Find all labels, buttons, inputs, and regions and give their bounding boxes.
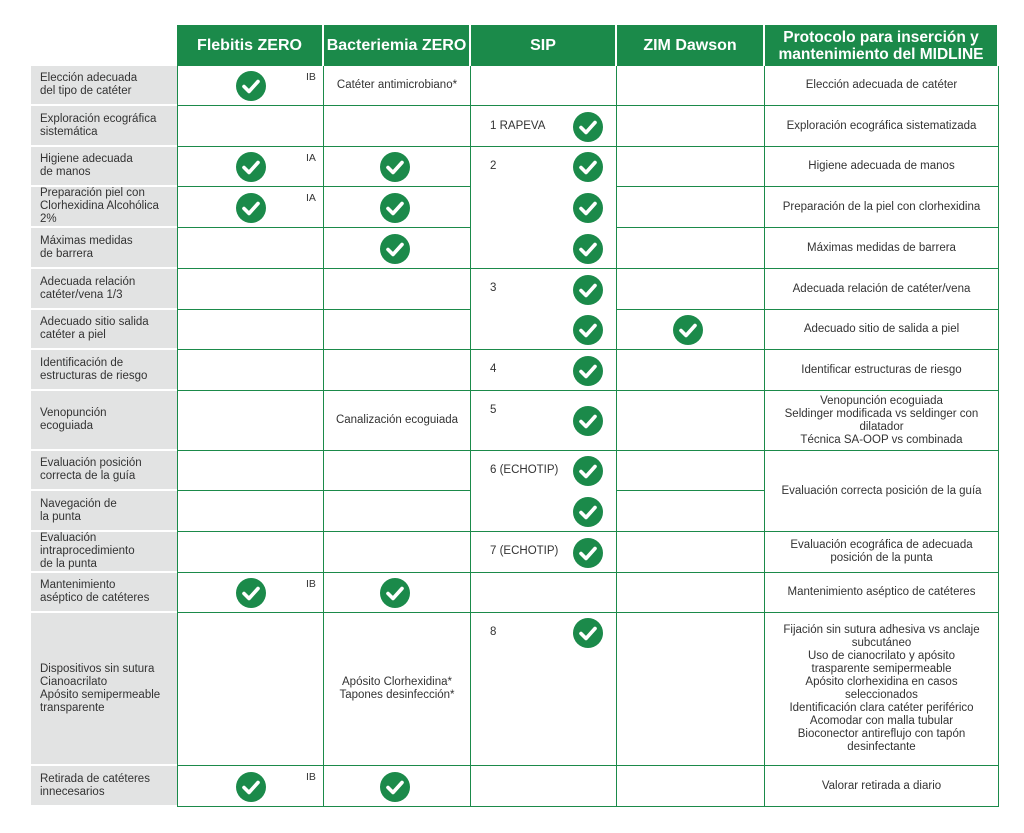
zim-cell	[617, 269, 765, 310]
protocol-cell: Evaluación correcta posición de la guía	[765, 451, 999, 532]
evidence-level-note: IA	[306, 152, 316, 164]
flebitis-check-icon	[236, 772, 266, 802]
flebitis-cell	[177, 350, 324, 391]
protocol-cell: Elección adecuada de catéter	[765, 66, 999, 106]
flebitis-cell	[177, 310, 324, 350]
bacteriemia-check-icon	[380, 234, 410, 264]
flebitis-cell	[177, 391, 324, 451]
zim-cell	[617, 766, 765, 807]
zim-cell	[617, 491, 765, 532]
bacteriemia-cell	[324, 310, 471, 350]
bacteriemia-cell: Catéter antimicrobiano*	[324, 66, 471, 106]
row-label: Retirada de catéteres innecesarios	[31, 766, 177, 807]
header-sip: SIP	[471, 25, 617, 66]
bacteriemia-cell: Apósito Clorhexidina* Tapones desinfección*	[324, 613, 471, 766]
sip-item-number: 1 RAPEVA	[490, 119, 546, 132]
flebitis-check-icon	[236, 193, 266, 223]
sip-check-icon	[573, 538, 603, 568]
sip-check-icon	[573, 193, 603, 223]
bacteriemia-cell	[324, 532, 471, 573]
sip-check-icon	[573, 356, 603, 386]
zim-cell	[617, 451, 765, 491]
row-label: Dispositivos sin sutura Cianoacrilato Apósito semipermeable transparente	[31, 613, 177, 766]
zim-cell	[617, 613, 765, 766]
header-flebitis-zero: Flebitis ZERO	[177, 25, 324, 66]
sip-item-number: 7 (ECHOTIP)	[490, 545, 559, 557]
bacteriemia-cell	[324, 106, 471, 147]
protocol-cell: Evaluación ecográfica de adecuada posición de la punta	[765, 532, 999, 573]
protocol-cell: Preparación de la piel con clorhexidina	[765, 187, 999, 228]
bacteriemia-cell	[324, 451, 471, 491]
bacteriemia-check-icon	[380, 193, 410, 223]
sip-check-icon	[573, 456, 603, 486]
zim-cell	[617, 532, 765, 573]
protocol-cell: Valorar retirada a diario	[765, 766, 999, 807]
row-label: Higiene adecuada de manos	[31, 147, 177, 187]
row-label: Evaluación posición correcta de la guía	[31, 451, 177, 491]
protocol-cell: Adecuada relación de catéter/vena	[765, 269, 999, 310]
bacteriemia-check-icon	[380, 772, 410, 802]
sip-cell	[471, 766, 617, 807]
sip-check-icon	[573, 112, 603, 142]
row-label: Evaluación intraprocedimiento de la punta	[31, 532, 177, 573]
row-label: Navegación de la punta	[31, 491, 177, 532]
zim-cell	[617, 106, 765, 147]
header-zim-dawson: ZIM Dawson	[617, 25, 765, 66]
evidence-level-note: IB	[306, 771, 316, 783]
row-label: Venopunción ecoguiada	[31, 391, 177, 451]
bacteriemia-cell	[324, 491, 471, 532]
sip-check-icon	[573, 275, 603, 305]
row-label: Mantenimiento aséptico de catéteres	[31, 573, 177, 613]
sip-check-icon	[573, 406, 603, 436]
sip-check-icon	[573, 315, 603, 345]
zim-cell	[617, 66, 765, 106]
zim-cell	[617, 350, 765, 391]
sip-item-number: 5	[490, 404, 497, 416]
row-label: Adecuado sitio salida catéter a piel	[31, 310, 177, 350]
zim-cell	[617, 187, 765, 228]
protocol-cell: Fijación sin sutura adhesiva vs anclaje subcutáneo Uso de cianocrilato y apósito trasparente semipermeable Apósito clorhexidina en casos seleccionados Identificación clara catéter periférico Acomodar con malla tubular Bioconector antireflujo con tapón desinfectante	[765, 613, 999, 766]
zim-cell	[617, 228, 765, 269]
sip-check-icon	[573, 234, 603, 264]
row-label: Preparación piel con Clorhexidina Alcohólica 2%	[31, 187, 177, 228]
protocol-cell: Adecuado sitio de salida a piel	[765, 310, 999, 350]
sip-item-number: 3	[490, 282, 497, 294]
evidence-level-note: IB	[306, 578, 316, 590]
row-label: Máximas medidas de barrera	[31, 228, 177, 269]
flebitis-check-icon	[236, 71, 266, 101]
protocol-cell: Mantenimiento aséptico de catéteres	[765, 573, 999, 613]
bacteriemia-cell	[324, 350, 471, 391]
protocol-cell: Exploración ecográfica sistematizada	[765, 106, 999, 147]
sip-item-number: 8	[490, 626, 497, 638]
zim-cell	[617, 573, 765, 613]
row-label: Elección adecuada del tipo de catéter	[31, 66, 177, 106]
evidence-level-note: IA	[306, 192, 316, 204]
flebitis-cell	[177, 613, 324, 766]
flebitis-cell	[177, 532, 324, 573]
protocol-cell: Máximas medidas de barrera	[765, 228, 999, 269]
flebitis-cell	[177, 491, 324, 532]
protocol-cell: Higiene adecuada de manos	[765, 147, 999, 187]
sip-item-number: 6 (ECHOTIP)	[490, 464, 559, 476]
sip-cell	[471, 66, 617, 106]
sip-item-number: 2	[490, 160, 497, 172]
flebitis-check-icon	[236, 152, 266, 182]
header-protocolo-midline: Protocolo para inserción y mantenimiento del MIDLINE	[765, 25, 999, 66]
flebitis-cell	[177, 269, 324, 310]
protocol-cell: Identificar estructuras de riesgo	[765, 350, 999, 391]
bacteriemia-cell	[324, 269, 471, 310]
protocol-cell: Venopunción ecoguiada Seldinger modificada vs seldinger con dilatador Técnica SA-OOP vs combinada	[765, 391, 999, 451]
sip-item-number: 4	[490, 363, 497, 375]
sip-check-icon	[573, 497, 603, 527]
flebitis-cell	[177, 451, 324, 491]
row-label: Adecuada relación catéter/vena 1/3	[31, 269, 177, 310]
bacteriemia-cell: Canalización ecoguiada	[324, 391, 471, 451]
evidence-level-note: IB	[306, 71, 316, 83]
flebitis-cell	[177, 228, 324, 269]
zim-cell	[617, 391, 765, 451]
bacteriemia-check-icon	[380, 578, 410, 608]
sip-cell	[471, 573, 617, 613]
bacteriemia-check-icon	[380, 152, 410, 182]
sip-check-icon	[573, 618, 603, 648]
zim-check-icon	[673, 315, 703, 345]
row-label: Exploración ecográfica sistemática	[31, 106, 177, 147]
flebitis-check-icon	[236, 578, 266, 608]
flebitis-cell	[177, 106, 324, 147]
header-bacteriemia-zero: Bacteriemia ZERO	[324, 25, 471, 66]
row-label: Identificación de estructuras de riesgo	[31, 350, 177, 391]
sip-check-icon	[573, 152, 603, 182]
zim-cell	[617, 147, 765, 187]
